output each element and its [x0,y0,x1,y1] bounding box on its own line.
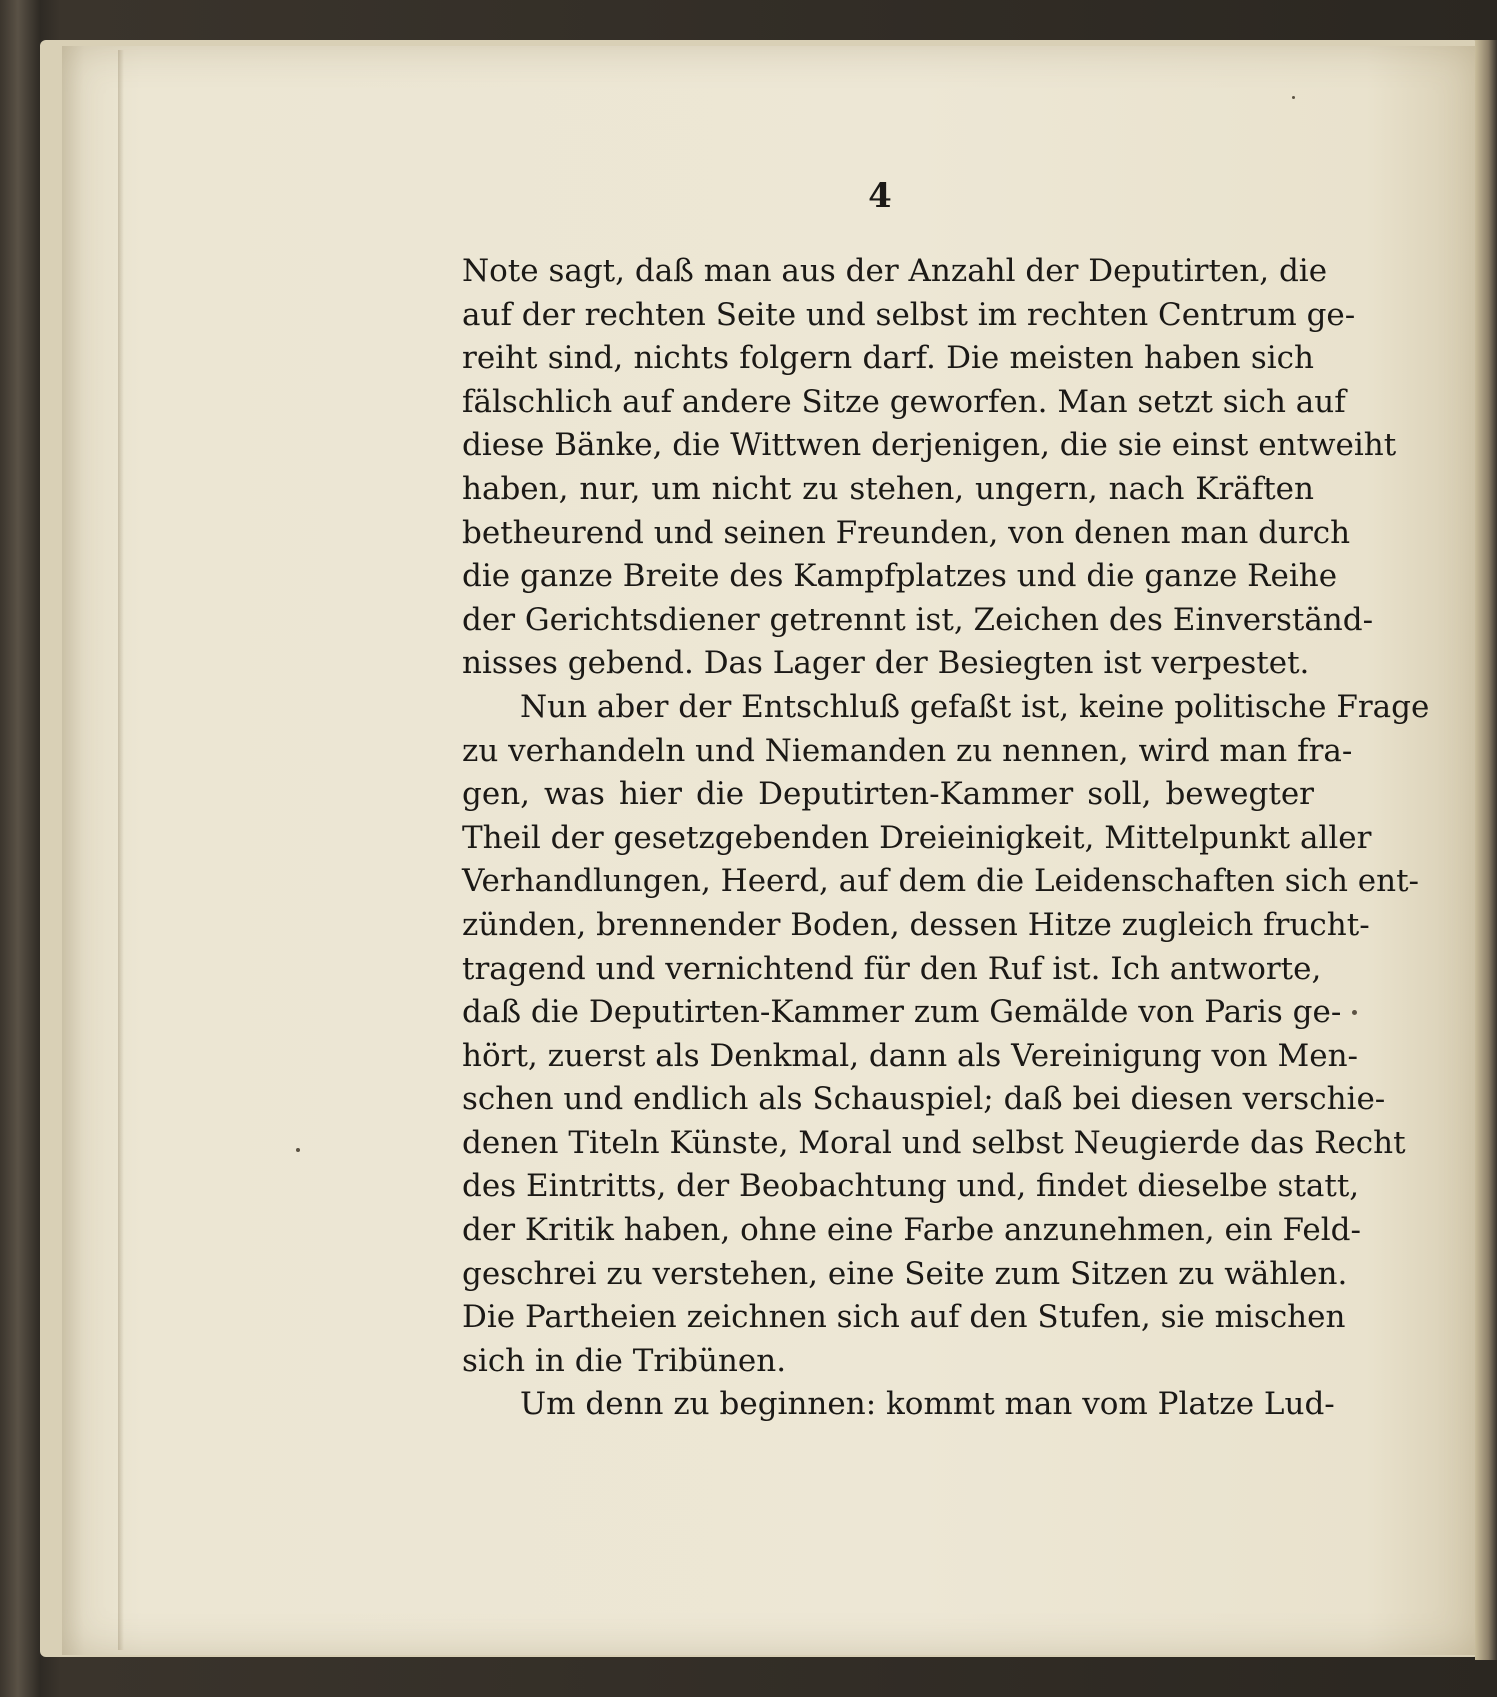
text-line: gen, was hier die Deputirten-Kammer soll, bewegter [462,776,1314,813]
text-line: haben, nur, um nicht zu stehen, ungern, nach Kräften [462,470,1314,507]
paper-speck [296,1148,300,1152]
text-line: zünden, brennender Boden, dessen Hitze zugleich frucht- [462,906,1370,943]
text-line: fälschlich auf andere Sitze geworfen. Man setzt sich auf [462,383,1346,420]
text-line: tragend und vernichtend für den Ruf ist. Ich antworte, [462,950,1322,987]
text-line: reiht sind, nichts folgern darf. Die meisten haben sich [462,340,1314,377]
text-line: auf der rechten Seite und selbst im rechten Centrum ge- [462,296,1356,333]
paper-speck [1292,96,1295,99]
text-line: zu verhandeln und Niemanden zu nennen, wird man fra- [462,732,1353,769]
text-line: Nun aber der Entschluß gefaßt ist, keine politische Frage [520,688,1430,725]
text-line: daß die Deputirten-Kammer zum Gemälde von Paris ge- [462,994,1342,1031]
body-text [462,250,1430,1427]
paper-speck [1352,1010,1357,1015]
text-line: geschrei zu verstehen, eine Seite zum Sitzen zu wählen. [462,1255,1348,1292]
text-line: Um denn zu beginnen: kommt man vom Platze Lud- [520,1386,1335,1423]
text-line: sich in die Tribünen. [462,1342,787,1379]
page-number: 4 [868,176,892,216]
text-line: der Gerichtsdiener getrennt ist, Zeichen des Einverständ- [462,601,1374,638]
text-line: Note sagt, daß man aus der Anzahl der Deputirten, die [462,253,1328,289]
text-line: diese Bänke, die Wittwen derjenigen, die sie einst entweiht [462,427,1397,464]
text-line: die ganze Breite des Kampfplatzes und die ganze Reihe [462,558,1338,595]
text-line: schen und endlich als Schauspiel; daß bei diesen verschie- [462,1081,1386,1118]
text-line: Theil der gesetzgebenden Dreieinigkeit, Mittelpunkt aller [462,819,1372,856]
text-line: nisses gebend. Das Lager der Besiegten ist verpestet. [462,645,1310,682]
text-line: denen Titeln Künste, Moral und selbst Neugierde das Recht [462,1124,1406,1161]
text-line: der Kritik haben, ohne eine Farbe anzunehmen, ein Feld- [462,1212,1361,1249]
page-right-edge [1475,40,1497,1660]
page-gutter [118,50,124,1650]
text-line: hört, zuerst als Denkmal, dann als Vereinigung von Men- [462,1037,1359,1074]
text-line: des Eintritts, der Beobachtung und, findet dieselbe statt, [462,1168,1360,1205]
text-line: betheurend und seinen Freunden, von denen man durch [462,514,1351,551]
text-line: Die Partheien zeichnen sich auf den Stufen, sie mischen [462,1299,1346,1336]
text-line: Verhandlungen, Heerd, auf dem die Leidenschaften sich ent- [462,863,1420,900]
